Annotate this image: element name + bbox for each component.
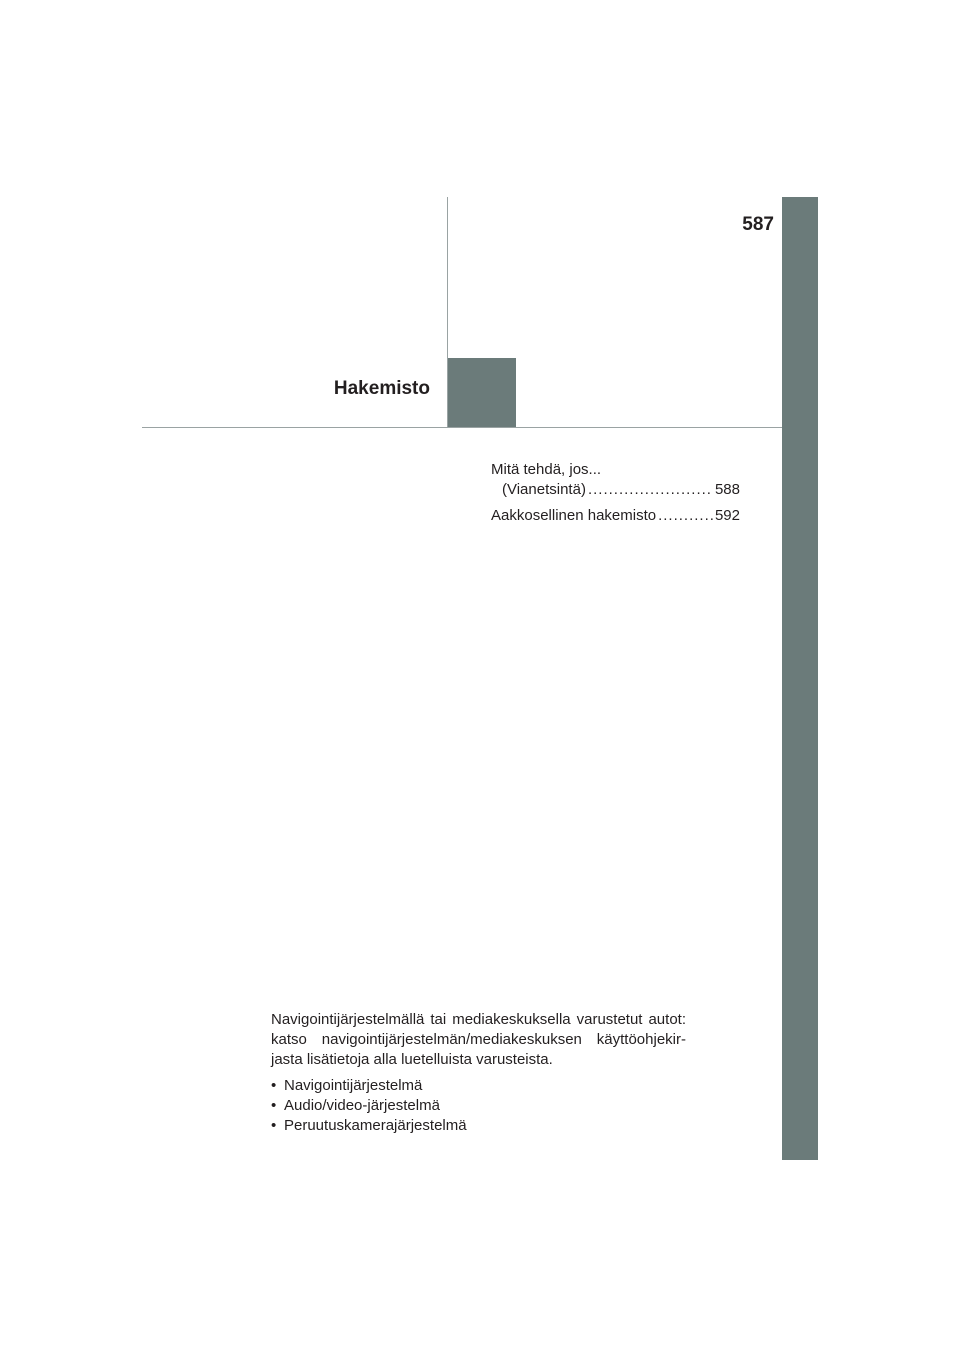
- list-item: • Audio/video-järjestelmä: [271, 1097, 440, 1114]
- toc-item-troubleshooting[interactable]: [491, 460, 740, 500]
- toc-item-subtitle: (Vianetsintä): [502, 481, 586, 498]
- toc-item-title: Aakkosellinen hakemisto: [491, 507, 657, 524]
- list-item: • Peruutuskamerajärjestelmä: [271, 1117, 467, 1134]
- horizontal-divider: [142, 427, 782, 428]
- bullet-icon: •: [271, 1117, 277, 1134]
- section-marker-block: [448, 358, 516, 427]
- toc-item-alphabetical-index[interactable]: [491, 506, 740, 526]
- toc-page-number: 588: [714, 481, 740, 498]
- toc-leader-dots: [658, 506, 713, 526]
- section-title: Hakemisto: [333, 378, 430, 399]
- page-number: 587: [742, 214, 774, 235]
- navigation-note: [271, 1010, 686, 1136]
- toc-leader-dots: [588, 480, 713, 500]
- bullet-icon: •: [271, 1077, 277, 1094]
- table-of-contents: [491, 460, 740, 532]
- list-item: • Navigointijärjestelmä: [271, 1077, 423, 1094]
- bullet-list: [271, 1076, 686, 1136]
- toc-item-title: Mitä tehdä, jos...: [491, 461, 602, 478]
- side-tab-bar: [782, 197, 818, 1160]
- note-paragraph: Navigointijärjestelmällä tai mediakeskuksella varustetut autot: katso navigointijärjestelmän/mediakeskuksen käyttöohjekir-jasta lisätietoja alla luetelluista varusteista.: [271, 1011, 686, 1068]
- toc-page-number: 592: [714, 507, 740, 524]
- bullet-icon: •: [271, 1097, 277, 1114]
